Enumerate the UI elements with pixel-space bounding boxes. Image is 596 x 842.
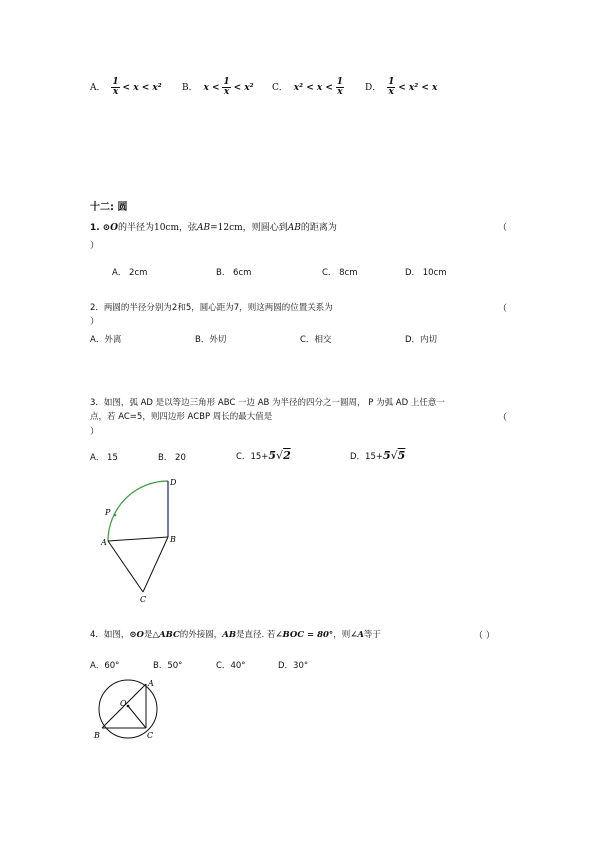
answer-paren-open: （ xyxy=(498,304,508,314)
q4-option-a[interactable]: A．60° xyxy=(90,661,120,671)
top-options-row xyxy=(90,78,162,97)
q1-option-a[interactable]: A． 2cm xyxy=(112,268,148,278)
answer-paren-close: ） xyxy=(90,317,100,327)
question-1-text: 1. ⊙O的半径为10cm，弦AB=12cm，则圆心到AB的距离为 xyxy=(90,223,337,233)
q3-option-d[interactable]: D．15+5√5 xyxy=(350,449,406,462)
section-title: 十二: 圆 xyxy=(90,202,128,213)
answer-paren-close: ） xyxy=(90,427,100,437)
q2-option-d[interactable]: D．内切 xyxy=(405,335,438,345)
sqrt-symbol: √ xyxy=(276,449,284,462)
fraction: $\frac{1}{x}$ xyxy=(336,77,344,97)
question-3-line-1: 3．如图，弧 AD 是以等边三角形 ABC 一边 AB 为半径的四分之一圆周， P 为弧 AD 上任意一 xyxy=(90,398,445,408)
label-d: D xyxy=(170,478,177,487)
top-option-c[interactable]: C． x² < x < $\frac{1}{x}$ xyxy=(272,77,344,97)
q1-option-b[interactable]: B． 6cm xyxy=(216,268,252,278)
label-p: P xyxy=(105,508,111,517)
label-b: B xyxy=(94,731,100,740)
q2-option-c[interactable]: C．相交 xyxy=(300,335,332,345)
top-option-a[interactable]: A． $\frac{1}{x}$ < x < x² xyxy=(90,77,162,97)
answer-paren-open: （ xyxy=(498,223,508,233)
question-2-text: 2．两圆的半径分别为2和5，圆心距为7，则这两圆的位置关系为 xyxy=(90,303,333,313)
q1-option-c[interactable]: C． 8cm xyxy=(322,268,358,278)
point-p xyxy=(114,514,117,517)
fraction: $\frac{1}{x}$ xyxy=(112,77,119,97)
top-option-d[interactable]: D． $\frac{1}{x}$ < x² < x xyxy=(365,77,438,97)
q1-option-d[interactable]: D． 10cm xyxy=(405,268,447,278)
label-c: C xyxy=(140,595,147,604)
q3-figure xyxy=(100,475,190,605)
q3-option-a[interactable]: A． 15 xyxy=(90,453,118,463)
sqrt-symbol: √ xyxy=(390,449,398,462)
q3-option-c[interactable]: C．15+5√2 xyxy=(236,449,291,462)
label-c: C xyxy=(147,731,154,740)
q3-option-b[interactable]: B． 20 xyxy=(158,453,186,463)
q4-option-c[interactable]: C．40° xyxy=(216,661,246,671)
arc-ad xyxy=(108,481,168,541)
segment-ac xyxy=(108,541,143,592)
segment-oc xyxy=(128,706,146,728)
label-a: A xyxy=(148,679,154,688)
question-3-line-2: 点，若 AC=5，则四边形 ACBP 周长的最大值是 xyxy=(90,412,273,422)
label-a: A xyxy=(101,538,107,547)
fraction: $\frac{1}{x}$ xyxy=(223,77,230,97)
answer-paren-open: （ xyxy=(498,413,508,423)
segment-ab xyxy=(108,537,168,541)
q2-option-a[interactable]: A．外离 xyxy=(90,335,122,345)
q4-figure xyxy=(92,676,164,744)
center-point xyxy=(127,705,130,708)
fraction: $\frac{1}{x}$ xyxy=(388,77,395,97)
question-4-text: 4．如图，⊙O是△ABC的外接圆，AB是直径. 若∠BOC = 80°，则∠A等于 xyxy=(90,630,381,640)
q4-option-b[interactable]: B．50° xyxy=(153,661,183,671)
q2-option-b[interactable]: B．外切 xyxy=(195,335,227,345)
answer-paren-close: ） xyxy=(90,241,100,251)
label-b: B xyxy=(170,535,176,544)
circumcircle xyxy=(99,680,157,738)
q4-option-d[interactable]: D．30° xyxy=(278,661,309,671)
answer-paren: （ ） xyxy=(474,631,495,641)
top-option-b[interactable]: B． x < $\frac{1}{x}$ < x² xyxy=(182,77,254,97)
segment-bc xyxy=(143,537,168,592)
label-o: O xyxy=(120,699,127,708)
